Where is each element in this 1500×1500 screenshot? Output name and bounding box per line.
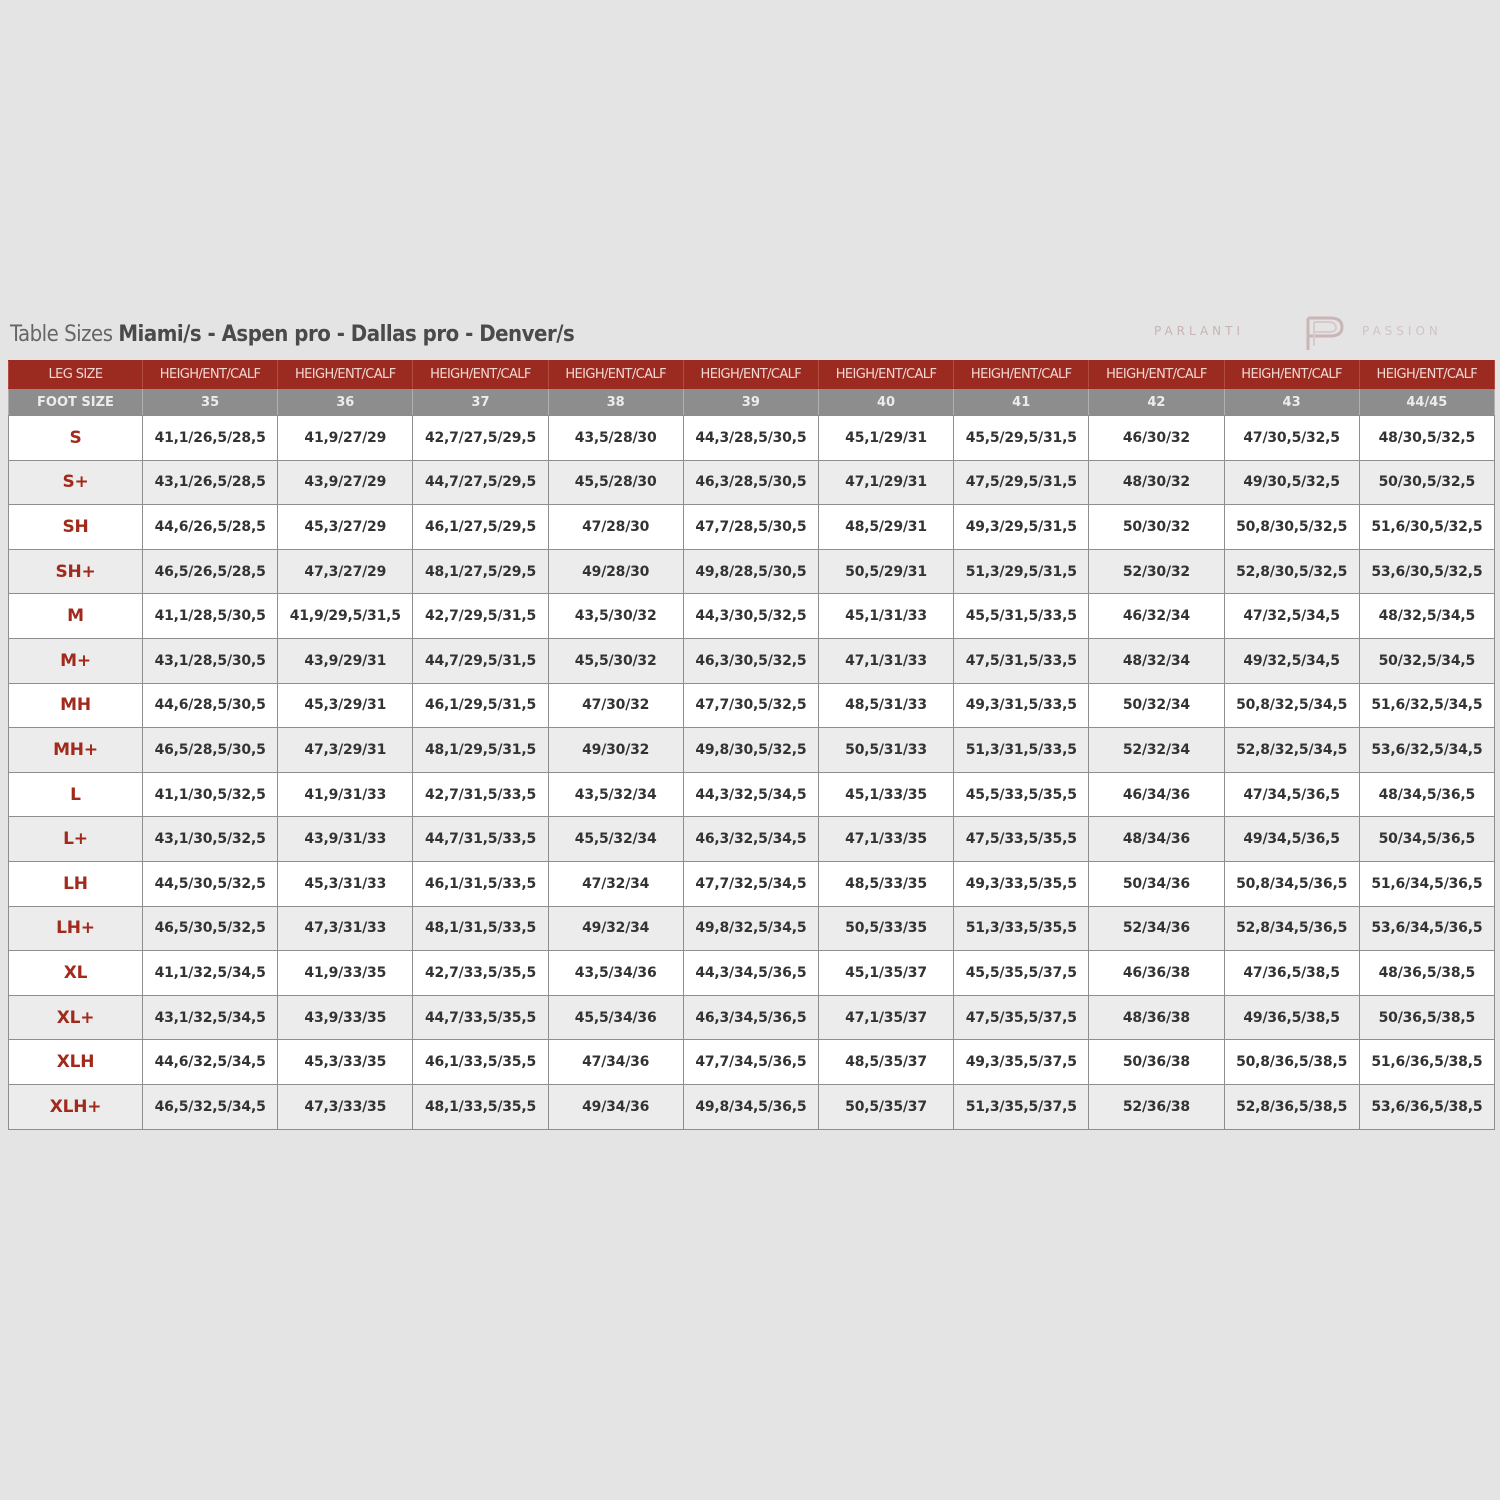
table-row xyxy=(9,995,1495,1040)
leg-size-cell: L+ xyxy=(9,817,143,862)
foot-size-1: 35 xyxy=(143,389,278,416)
measure-header: HEIGH/ENT/CALF xyxy=(413,361,548,389)
measure-cell: 45,3/33/35 xyxy=(278,1040,413,1085)
measure-cell: 47/34,5/36,5 xyxy=(1224,772,1359,817)
measure-cell: 52,8/34,5/36,5 xyxy=(1224,906,1359,951)
measure-cell: 48/32,5/34,5 xyxy=(1359,594,1494,639)
measure-cell: 45,5/31,5/33,5 xyxy=(954,594,1089,639)
measure-cell: 43,9/29/31 xyxy=(278,638,413,683)
measure-header: HEIGH/ENT/CALF xyxy=(1359,361,1494,389)
brand-logo xyxy=(1150,312,1495,352)
measure-cell: 49/36,5/38,5 xyxy=(1224,995,1359,1040)
measure-cell: 52/34/36 xyxy=(1089,906,1224,951)
measure-cell: 45,5/29,5/31,5 xyxy=(954,416,1089,461)
measure-cell: 44,7/33,5/35,5 xyxy=(413,995,548,1040)
leg-size-cell: XL+ xyxy=(9,995,143,1040)
title-models: Miami/s - Aspen pro - Dallas pro - Denver/s xyxy=(118,322,575,347)
measure-cell: 52/36/38 xyxy=(1089,1084,1224,1129)
measure-cell: 53,6/30,5/32,5 xyxy=(1359,549,1494,594)
measure-cell: 43,5/30/32 xyxy=(548,594,683,639)
size-table xyxy=(8,360,1495,1130)
measure-cell: 49/30,5/32,5 xyxy=(1224,460,1359,505)
table-row xyxy=(9,460,1495,505)
measure-cell: 44,3/32,5/34,5 xyxy=(683,772,818,817)
measure-cell: 47,7/30,5/32,5 xyxy=(683,683,818,728)
leg-size-cell: LH xyxy=(9,861,143,906)
measure-cell: 45,3/31/33 xyxy=(278,861,413,906)
measure-cell: 47/36,5/38,5 xyxy=(1224,951,1359,996)
measure-cell: 45,1/33/35 xyxy=(818,772,953,817)
measure-cell: 50/36,5/38,5 xyxy=(1359,995,1494,1040)
leg-size-cell: M+ xyxy=(9,638,143,683)
table-row xyxy=(9,728,1495,773)
measure-cell: 45,1/29/31 xyxy=(818,416,953,461)
measure-cell: 43,9/33/35 xyxy=(278,995,413,1040)
measure-cell: 46,5/32,5/34,5 xyxy=(143,1084,278,1129)
measure-cell: 41,1/32,5/34,5 xyxy=(143,951,278,996)
leg-size-cell: XLH+ xyxy=(9,1084,143,1129)
measure-cell: 48,5/33/35 xyxy=(818,861,953,906)
measure-cell: 46/36/38 xyxy=(1089,951,1224,996)
measure-cell: 45,5/35,5/37,5 xyxy=(954,951,1089,996)
measure-cell: 48,1/27,5/29,5 xyxy=(413,549,548,594)
measure-cell: 46,1/33,5/35,5 xyxy=(413,1040,548,1085)
leg-size-cell: L xyxy=(9,772,143,817)
measure-cell: 53,6/36,5/38,5 xyxy=(1359,1084,1494,1129)
measure-cell: 47,5/33,5/35,5 xyxy=(954,817,1089,862)
measure-cell: 48/34,5/36,5 xyxy=(1359,772,1494,817)
measure-header: HEIGH/ENT/CALF xyxy=(143,361,278,389)
measure-cell: 41,9/33/35 xyxy=(278,951,413,996)
measure-cell: 46,3/32,5/34,5 xyxy=(683,817,818,862)
measure-cell: 50,5/35/37 xyxy=(818,1084,953,1129)
measure-cell: 49,8/30,5/32,5 xyxy=(683,728,818,773)
measure-cell: 50/32,5/34,5 xyxy=(1359,638,1494,683)
table-row xyxy=(9,951,1495,996)
measure-cell: 51,3/31,5/33,5 xyxy=(954,728,1089,773)
measure-cell: 51,3/29,5/31,5 xyxy=(954,549,1089,594)
foot-size-4: 38 xyxy=(548,389,683,416)
measure-cell: 45,3/27/29 xyxy=(278,505,413,550)
measure-cell: 41,1/26,5/28,5 xyxy=(143,416,278,461)
measure-cell: 44,3/34,5/36,5 xyxy=(683,951,818,996)
measure-cell: 50,8/30,5/32,5 xyxy=(1224,505,1359,550)
foot-size-9: 43 xyxy=(1224,389,1359,416)
measure-cell: 50,5/31/33 xyxy=(818,728,953,773)
measure-cell: 46,5/30,5/32,5 xyxy=(143,906,278,951)
measure-cell: 52,8/32,5/34,5 xyxy=(1224,728,1359,773)
measure-cell: 51,6/34,5/36,5 xyxy=(1359,861,1494,906)
leg-size-cell: MH xyxy=(9,683,143,728)
measure-cell: 50,5/29/31 xyxy=(818,549,953,594)
measure-cell: 50,5/33/35 xyxy=(818,906,953,951)
measure-cell: 49,3/33,5/35,5 xyxy=(954,861,1089,906)
measure-cell: 51,3/33,5/35,5 xyxy=(954,906,1089,951)
measure-cell: 50,8/34,5/36,5 xyxy=(1224,861,1359,906)
measure-cell: 46/30/32 xyxy=(1089,416,1224,461)
table-row xyxy=(9,772,1495,817)
measure-cell: 41,9/29,5/31,5 xyxy=(278,594,413,639)
measure-cell: 48,5/29/31 xyxy=(818,505,953,550)
measure-cell: 44,5/30,5/32,5 xyxy=(143,861,278,906)
measure-cell: 49,3/35,5/37,5 xyxy=(954,1040,1089,1085)
measure-cell: 48,1/33,5/35,5 xyxy=(413,1084,548,1129)
measure-cell: 42,7/29,5/31,5 xyxy=(413,594,548,639)
measure-cell: 46/32/34 xyxy=(1089,594,1224,639)
measure-cell: 42,7/33,5/35,5 xyxy=(413,951,548,996)
measure-cell: 48/30/32 xyxy=(1089,460,1224,505)
measure-cell: 49/30/32 xyxy=(548,728,683,773)
measure-cell: 49/32,5/34,5 xyxy=(1224,638,1359,683)
measure-cell: 51,6/30,5/32,5 xyxy=(1359,505,1494,550)
measure-cell: 48/30,5/32,5 xyxy=(1359,416,1494,461)
header-foot-row xyxy=(9,389,1495,416)
measure-cell: 41,1/30,5/32,5 xyxy=(143,772,278,817)
measure-cell: 50,8/32,5/34,5 xyxy=(1224,683,1359,728)
measure-cell: 49/34,5/36,5 xyxy=(1224,817,1359,862)
measure-cell: 48,5/35/37 xyxy=(818,1040,953,1085)
measure-cell: 45,5/28/30 xyxy=(548,460,683,505)
table-row xyxy=(9,416,1495,461)
measure-cell: 41,9/31/33 xyxy=(278,772,413,817)
leg-size-cell: M xyxy=(9,594,143,639)
foot-size-5: 39 xyxy=(683,389,818,416)
measure-cell: 43,1/28,5/30,5 xyxy=(143,638,278,683)
title-prefix: Table Sizes xyxy=(10,322,113,347)
leg-size-cell: XLH xyxy=(9,1040,143,1085)
measure-cell: 47/30,5/32,5 xyxy=(1224,416,1359,461)
foot-size-6: 40 xyxy=(818,389,953,416)
table-row xyxy=(9,594,1495,639)
measure-cell: 47,3/29/31 xyxy=(278,728,413,773)
measure-cell: 52/30/32 xyxy=(1089,549,1224,594)
leg-size-cell: MH+ xyxy=(9,728,143,773)
measure-cell: 47/30/32 xyxy=(548,683,683,728)
foot-size-2: 36 xyxy=(278,389,413,416)
measure-cell: 48,5/31/33 xyxy=(818,683,953,728)
measure-cell: 47,5/29,5/31,5 xyxy=(954,460,1089,505)
measure-cell: 43,1/30,5/32,5 xyxy=(143,817,278,862)
measure-cell: 45,1/35/37 xyxy=(818,951,953,996)
logo-left-text: PARLANTI xyxy=(1154,324,1245,338)
measure-header: HEIGH/ENT/CALF xyxy=(818,361,953,389)
foot-size-3: 37 xyxy=(413,389,548,416)
measure-cell: 50/34,5/36,5 xyxy=(1359,817,1494,862)
logo-right-text: PASSION xyxy=(1362,324,1442,338)
measure-cell: 49/34/36 xyxy=(548,1084,683,1129)
measure-cell: 53,6/34,5/36,5 xyxy=(1359,906,1494,951)
measure-cell: 47/32/34 xyxy=(548,861,683,906)
measure-cell: 48/34/36 xyxy=(1089,817,1224,862)
measure-cell: 45,5/32/34 xyxy=(548,817,683,862)
measure-cell: 46,3/30,5/32,5 xyxy=(683,638,818,683)
measure-cell: 48/36/38 xyxy=(1089,995,1224,1040)
measure-cell: 47,3/27/29 xyxy=(278,549,413,594)
foot-size-10: 44/45 xyxy=(1359,389,1494,416)
measure-cell: 45,3/29/31 xyxy=(278,683,413,728)
measure-cell: 47/32,5/34,5 xyxy=(1224,594,1359,639)
measure-cell: 49,3/31,5/33,5 xyxy=(954,683,1089,728)
measure-cell: 45,5/30/32 xyxy=(548,638,683,683)
measure-cell: 43,1/32,5/34,5 xyxy=(143,995,278,1040)
header-measure-row xyxy=(9,361,1495,389)
leg-size-cell: SH xyxy=(9,505,143,550)
measure-header: HEIGH/ENT/CALF xyxy=(1089,361,1224,389)
measure-cell: 43,5/34/36 xyxy=(548,951,683,996)
measure-header: HEIGH/ENT/CALF xyxy=(683,361,818,389)
measure-cell: 48/36,5/38,5 xyxy=(1359,951,1494,996)
measure-cell: 48,1/29,5/31,5 xyxy=(413,728,548,773)
measure-cell: 53,6/32,5/34,5 xyxy=(1359,728,1494,773)
leg-size-cell: XL xyxy=(9,951,143,996)
table-row xyxy=(9,1084,1495,1129)
measure-cell: 45,1/31/33 xyxy=(818,594,953,639)
measure-cell: 41,9/27/29 xyxy=(278,416,413,461)
measure-header: HEIGH/ENT/CALF xyxy=(954,361,1089,389)
measure-cell: 50/30,5/32,5 xyxy=(1359,460,1494,505)
table-row xyxy=(9,1040,1495,1085)
measure-cell: 50/32/34 xyxy=(1089,683,1224,728)
measure-cell: 49/28/30 xyxy=(548,549,683,594)
measure-cell: 46/34/36 xyxy=(1089,772,1224,817)
measure-cell: 49/32/34 xyxy=(548,906,683,951)
measure-cell: 47,1/29/31 xyxy=(818,460,953,505)
measure-cell: 44,6/28,5/30,5 xyxy=(143,683,278,728)
measure-cell: 44,7/31,5/33,5 xyxy=(413,817,548,862)
measure-cell: 47,5/31,5/33,5 xyxy=(954,638,1089,683)
measure-cell: 47,1/35/37 xyxy=(818,995,953,1040)
page-title xyxy=(10,322,574,347)
leg-size-cell: S xyxy=(9,416,143,461)
measure-cell: 51,6/32,5/34,5 xyxy=(1359,683,1494,728)
table-row xyxy=(9,638,1495,683)
measure-cell: 50/36/38 xyxy=(1089,1040,1224,1085)
measure-cell: 49,3/29,5/31,5 xyxy=(954,505,1089,550)
measure-cell: 46,5/26,5/28,5 xyxy=(143,549,278,594)
measure-cell: 47,7/32,5/34,5 xyxy=(683,861,818,906)
table-row xyxy=(9,861,1495,906)
measure-cell: 46,1/29,5/31,5 xyxy=(413,683,548,728)
measure-cell: 44,7/27,5/29,5 xyxy=(413,460,548,505)
logo-mark-icon xyxy=(1298,312,1358,352)
measure-cell: 48/32/34 xyxy=(1089,638,1224,683)
measure-cell: 50,8/36,5/38,5 xyxy=(1224,1040,1359,1085)
measure-header: HEIGH/ENT/CALF xyxy=(548,361,683,389)
measure-header: HEIGH/ENT/CALF xyxy=(1224,361,1359,389)
measure-cell: 46,3/28,5/30,5 xyxy=(683,460,818,505)
measure-cell: 44,7/29,5/31,5 xyxy=(413,638,548,683)
measure-cell: 43,9/31/33 xyxy=(278,817,413,862)
measure-cell: 47,7/34,5/36,5 xyxy=(683,1040,818,1085)
measure-cell: 44,6/32,5/34,5 xyxy=(143,1040,278,1085)
measure-cell: 47,3/33/35 xyxy=(278,1084,413,1129)
measure-cell: 46,1/27,5/29,5 xyxy=(413,505,548,550)
measure-cell: 43,1/26,5/28,5 xyxy=(143,460,278,505)
measure-cell: 49,8/34,5/36,5 xyxy=(683,1084,818,1129)
foot-size-7: 41 xyxy=(954,389,1089,416)
measure-cell: 43,5/32/34 xyxy=(548,772,683,817)
measure-cell: 44,3/30,5/32,5 xyxy=(683,594,818,639)
measure-cell: 44,3/28,5/30,5 xyxy=(683,416,818,461)
measure-cell: 44,6/26,5/28,5 xyxy=(143,505,278,550)
measure-cell: 47,7/28,5/30,5 xyxy=(683,505,818,550)
measure-header: HEIGH/ENT/CALF xyxy=(278,361,413,389)
measure-cell: 52,8/36,5/38,5 xyxy=(1224,1084,1359,1129)
measure-cell: 47/34/36 xyxy=(548,1040,683,1085)
table-row xyxy=(9,683,1495,728)
measure-cell: 48,1/31,5/33,5 xyxy=(413,906,548,951)
measure-cell: 43,5/28/30 xyxy=(548,416,683,461)
measure-cell: 46,3/34,5/36,5 xyxy=(683,995,818,1040)
measure-cell: 47/28/30 xyxy=(548,505,683,550)
measure-cell: 46,1/31,5/33,5 xyxy=(413,861,548,906)
measure-cell: 42,7/31,5/33,5 xyxy=(413,772,548,817)
measure-cell: 47,3/31/33 xyxy=(278,906,413,951)
measure-cell: 45,5/33,5/35,5 xyxy=(954,772,1089,817)
measure-cell: 45,5/34/36 xyxy=(548,995,683,1040)
measure-cell: 43,9/27/29 xyxy=(278,460,413,505)
measure-cell: 49,8/32,5/34,5 xyxy=(683,906,818,951)
measure-cell: 51,6/36,5/38,5 xyxy=(1359,1040,1494,1085)
measure-cell: 49,8/28,5/30,5 xyxy=(683,549,818,594)
measure-cell: 47,5/35,5/37,5 xyxy=(954,995,1089,1040)
foot-size-header: FOOT SIZE xyxy=(9,389,143,416)
leg-size-cell: S+ xyxy=(9,460,143,505)
measure-cell: 41,1/28,5/30,5 xyxy=(143,594,278,639)
table-row xyxy=(9,817,1495,862)
foot-size-8: 42 xyxy=(1089,389,1224,416)
measure-cell: 47,1/33/35 xyxy=(818,817,953,862)
measure-cell: 52/32/34 xyxy=(1089,728,1224,773)
measure-cell: 50/34/36 xyxy=(1089,861,1224,906)
measure-cell: 52,8/30,5/32,5 xyxy=(1224,549,1359,594)
table-row xyxy=(9,505,1495,550)
leg-size-cell: SH+ xyxy=(9,549,143,594)
measure-cell: 46,5/28,5/30,5 xyxy=(143,728,278,773)
measure-cell: 42,7/27,5/29,5 xyxy=(413,416,548,461)
table-row xyxy=(9,549,1495,594)
table-row xyxy=(9,906,1495,951)
measure-cell: 50/30/32 xyxy=(1089,505,1224,550)
measure-cell: 51,3/35,5/37,5 xyxy=(954,1084,1089,1129)
size-table-body xyxy=(9,416,1495,1130)
leg-size-header: LEG SIZE xyxy=(9,361,143,389)
measure-cell: 47,1/31/33 xyxy=(818,638,953,683)
leg-size-cell: LH+ xyxy=(9,906,143,951)
